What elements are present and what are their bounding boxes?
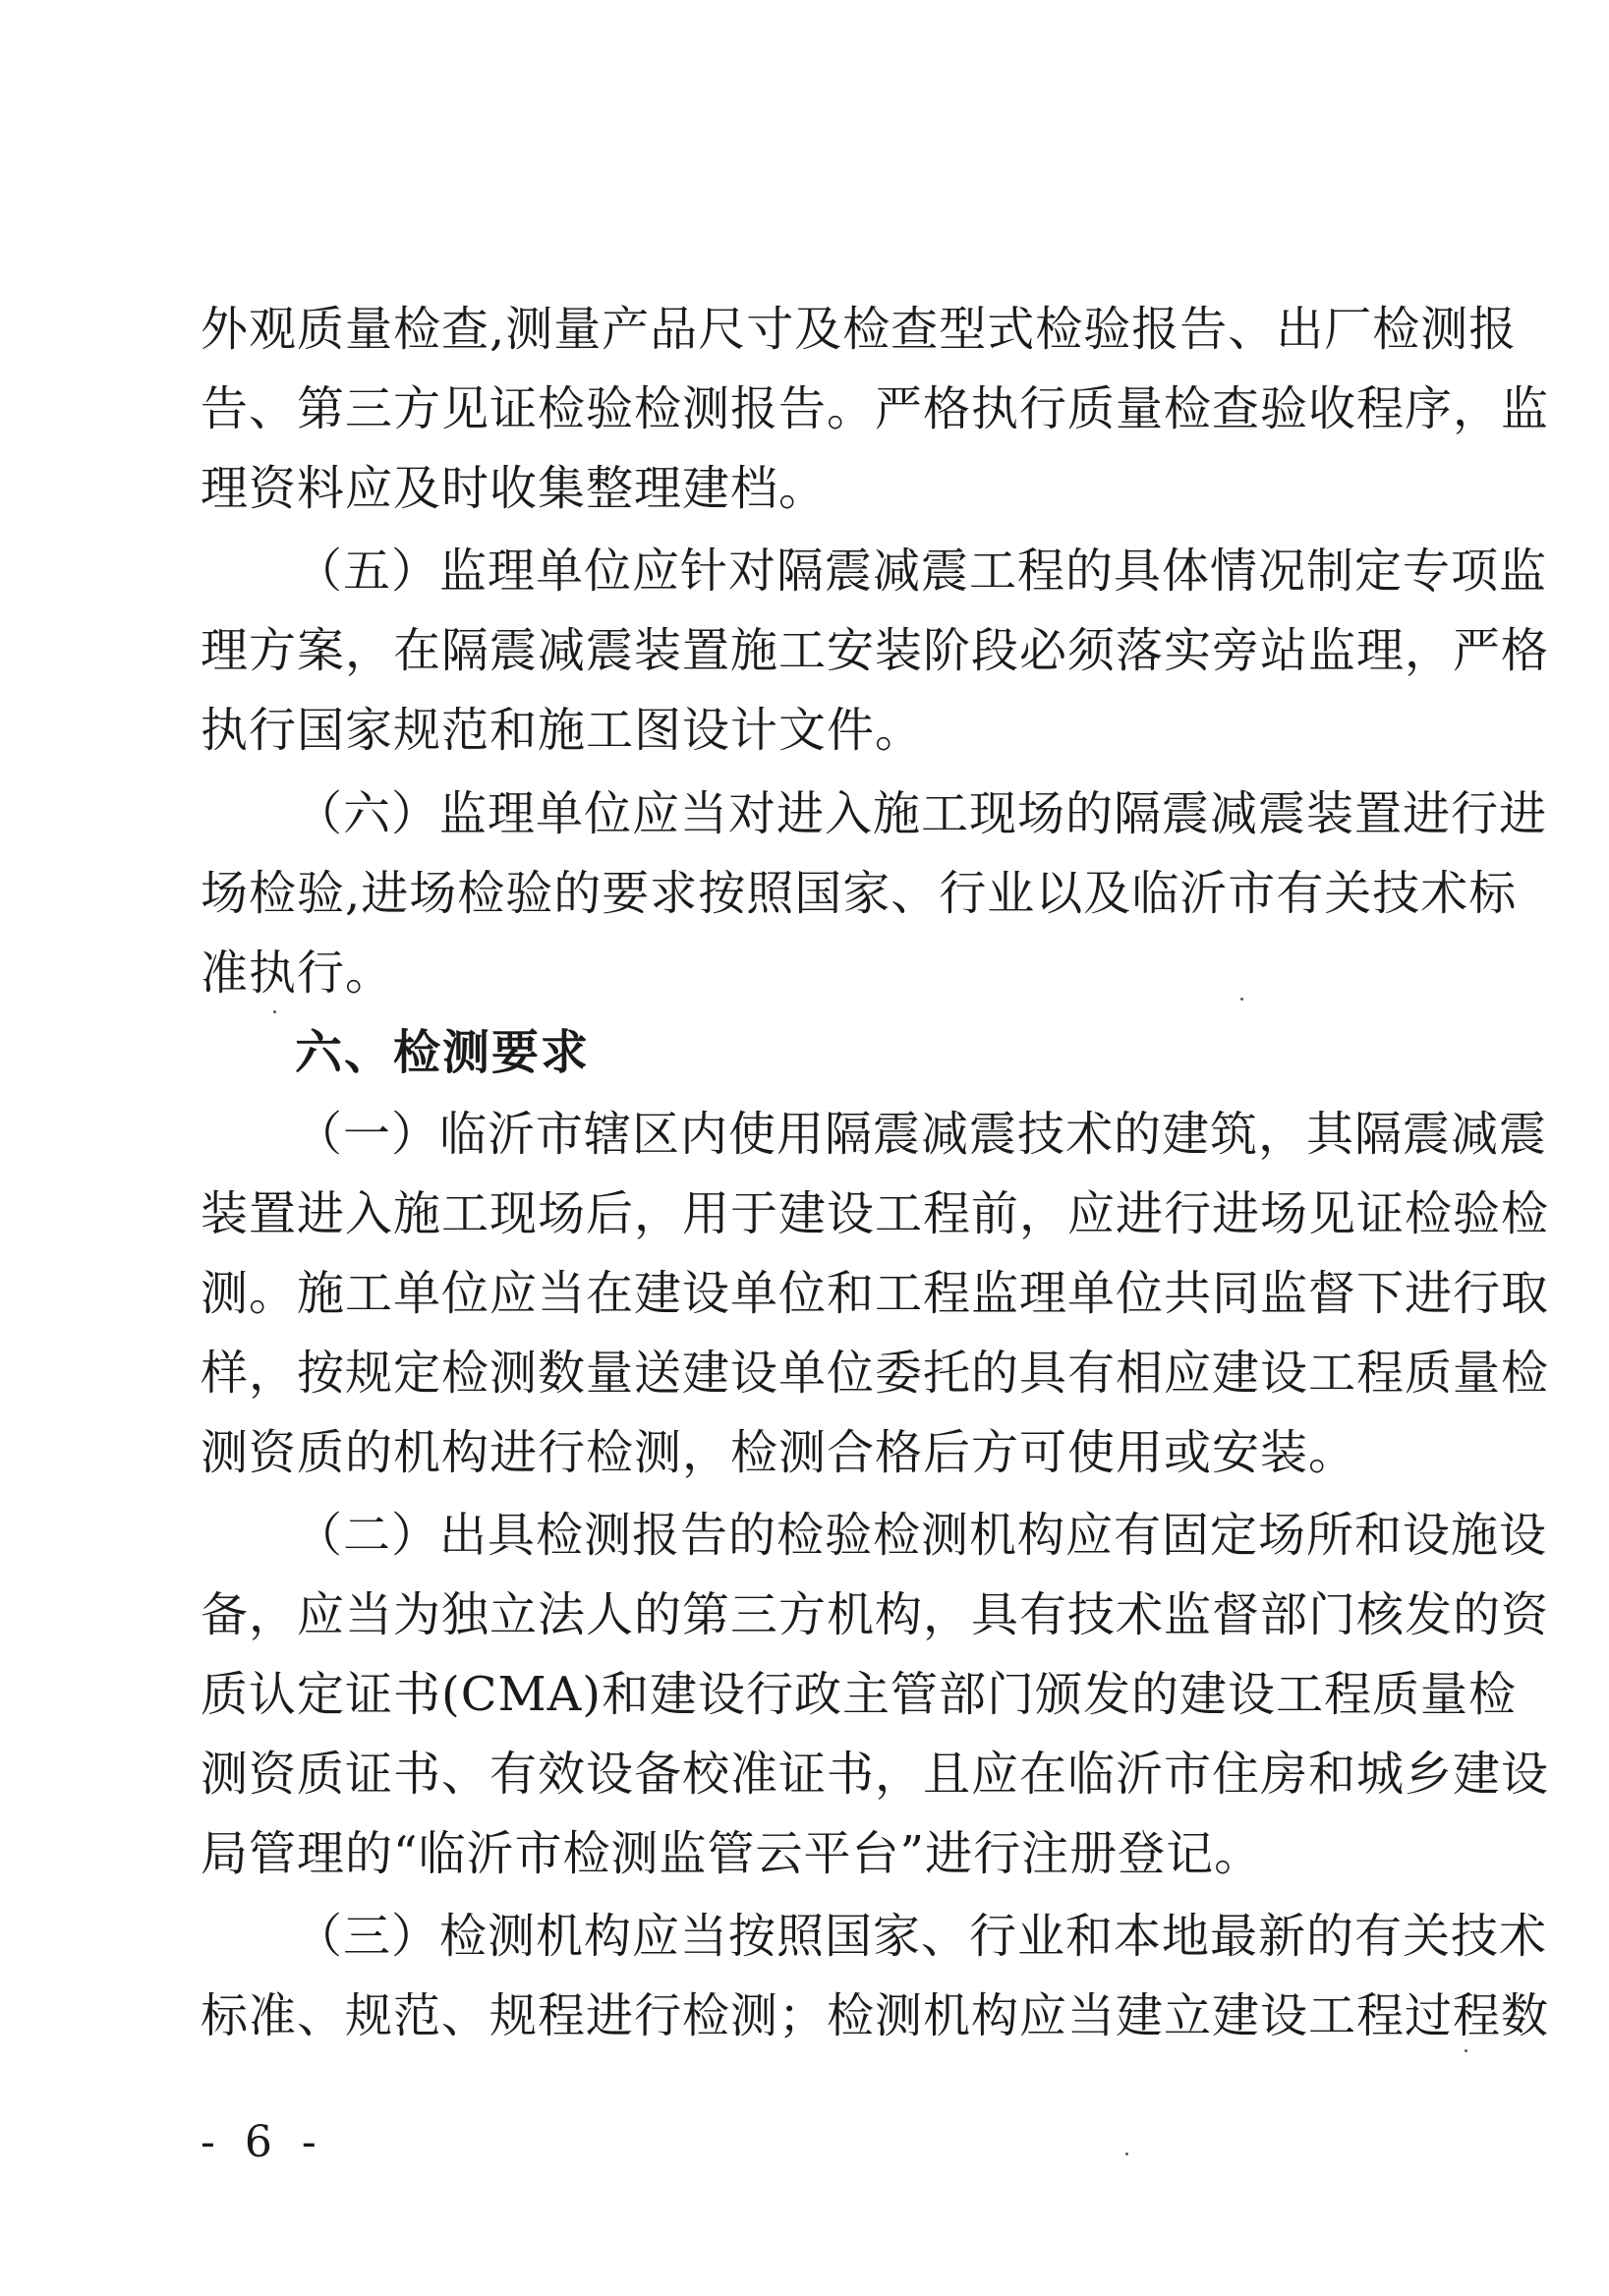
text-line: 装置进入施工现场后，用于建设工程前，应进行进场见证检验检 [201, 1186, 1550, 1241]
scan-speck [273, 1010, 276, 1013]
page-number: - 6 - [201, 2117, 324, 2167]
text-line: 理方案，在隔震减震装置施工安装阶段必须落实旁站监理，严格 [201, 623, 1550, 678]
scan-speck [1240, 998, 1243, 1001]
text-line: 准执行。 [201, 946, 394, 1001]
scan-speck [1465, 2049, 1467, 2052]
paragraph-5-start: （五）监理单位应针对隔震减震工程的具体情况制定专项监 [295, 544, 1548, 599]
paragraph-6-start: （六）监理单位应当对进入施工现场的隔震减震装置进行进 [295, 786, 1548, 841]
text-line: 标准、规范、规程进行检测；检测机构应当建立建设工程过程数 [201, 1988, 1550, 2043]
text-line: 理资料应及时收集整理建档。 [201, 461, 828, 516]
text-line: 测资质证书、有效设备校准证书，且应在临沂市住房和城乡建设 [201, 1747, 1550, 1802]
text-line: 测资质的机构进行检测，检测合格后方可使用或安装。 [201, 1425, 1357, 1480]
text-line: 局管理的“临沂市检测监管云平台”进行注册登记。 [201, 1826, 1263, 1881]
text-line: 质认定证书(CMA)和建设行政主管部门颁发的建设工程质量检 [201, 1667, 1517, 1722]
text-line: 场检验,进场检验的要求按照国家、行业以及临沂市有关技术标 [201, 866, 1518, 921]
paragraph-3-start: （三）检测机构应当按照国家、行业和本地最新的有关技术 [295, 1909, 1548, 1964]
text-line: 告、第三方见证检验检测报告。严格执行质量检查验收程序，监 [201, 381, 1550, 436]
text-line: 测。施工单位应当在建设单位和工程监理单位共同监督下进行取 [201, 1266, 1550, 1321]
section-heading: 六、检测要求 [295, 1025, 591, 1080]
paragraph-1-start: （一）临沂市辖区内使用隔震减震技术的建筑，其隔震减震 [295, 1107, 1548, 1162]
text-line: 外观质量检查,测量产品尺寸及检查型式检验报告、出厂检测报 [201, 302, 1518, 357]
paragraph-2-start: （二）出具检测报告的检验检测机构应有固定场所和设施设 [295, 1508, 1548, 1563]
text-line: 执行国家规范和施工图设计文件。 [201, 703, 924, 758]
scan-speck [1125, 2152, 1128, 2155]
text-line: 样，按规定检测数量送建设单位委托的具有相应建设工程质量检 [201, 1346, 1550, 1401]
text-line: 备，应当为独立法人的第三方机构，具有技术监督部门核发的资 [201, 1587, 1550, 1642]
